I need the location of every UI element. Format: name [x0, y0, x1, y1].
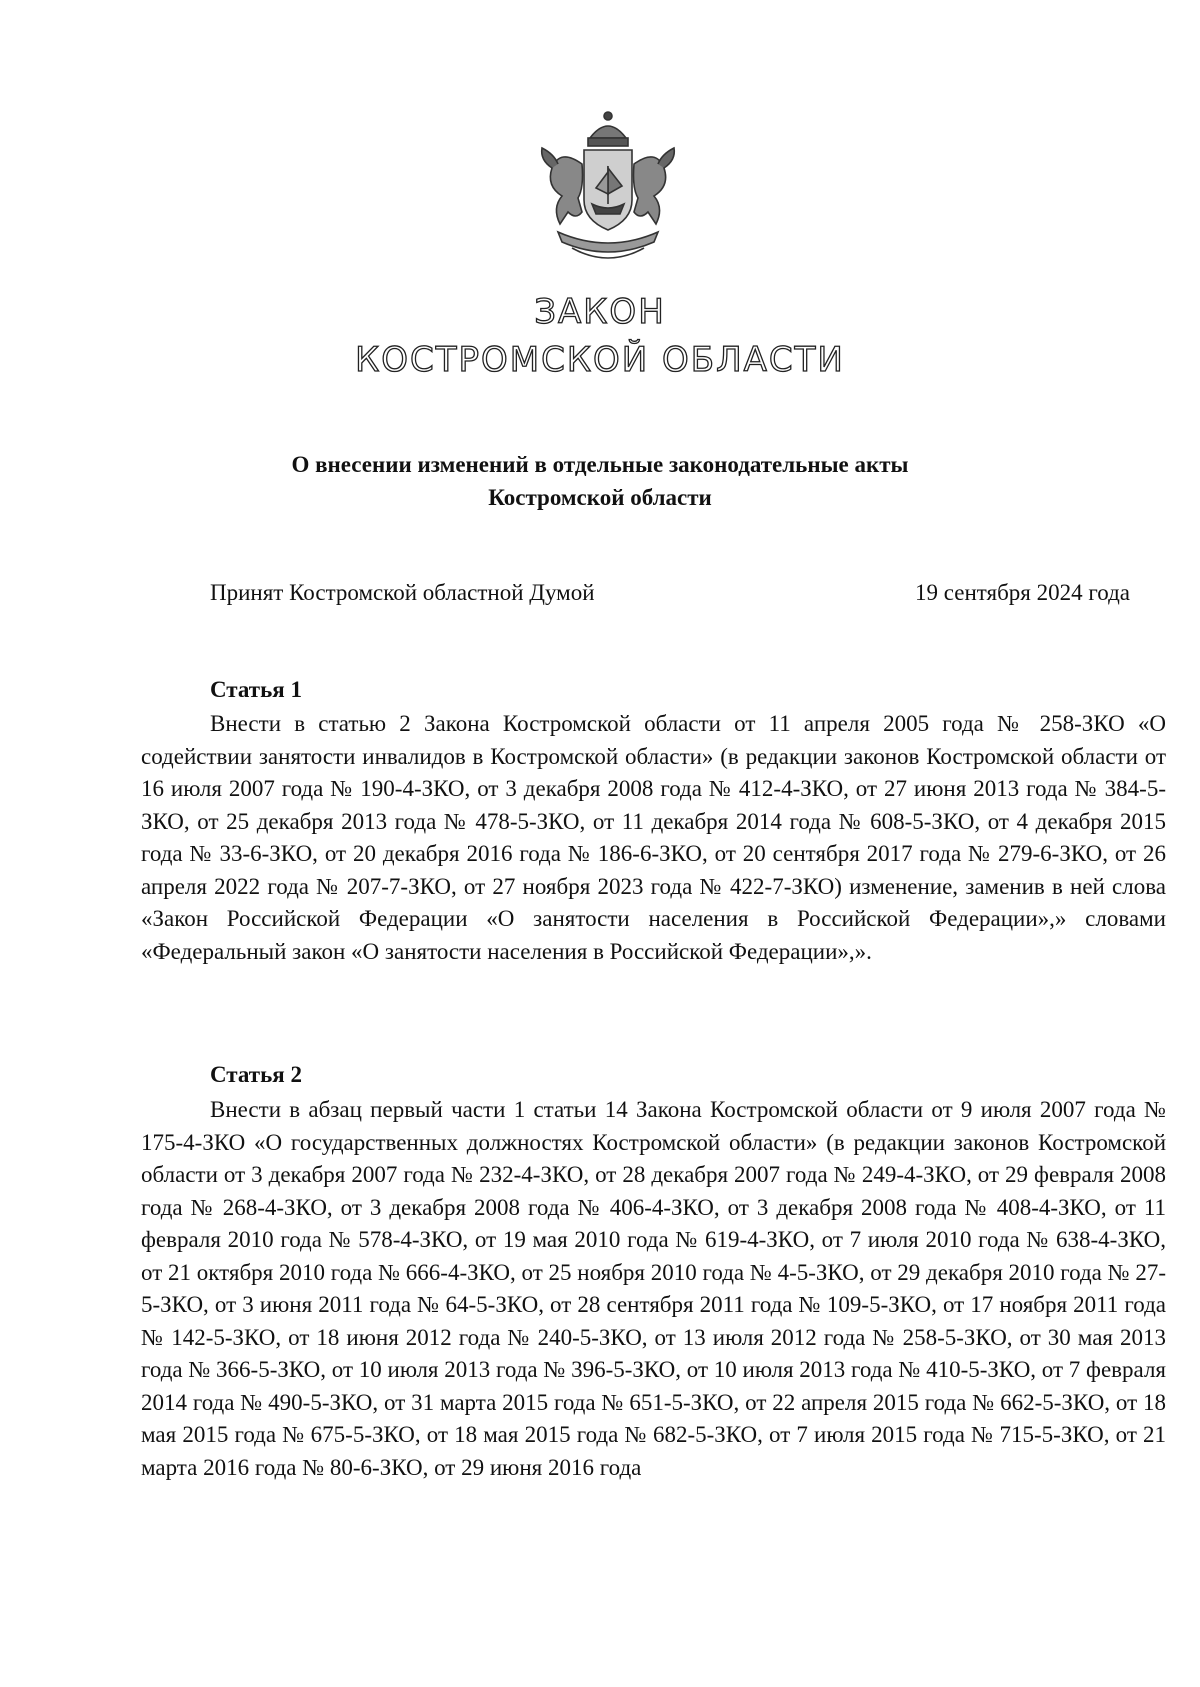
document-subtitle	[0, 448, 1200, 514]
coat-of-arms-icon	[538, 108, 678, 268]
article-2-text: Внести в абзац первый части 1 статьи 14 Закона Костромской области от 9 июля 2007 года № 175-4-ЗКО «О государственных должностях Костромской области» (в редакции законов Костромской области от 3 декабря 2007 года № 232-4-ЗКО, от 28 декабря 2007 года № 249-4-ЗКО, от 29 февраля 2008 года № 268-4-ЗКО, от 3 декабря 2008 года № 406-4-ЗКО, от 3 декабря 2008 года № 408-4-ЗКО, от 11 февраля 2010 года № 578-4-ЗКО, от 19 мая 2010 года № 619-4-ЗКО, от 7 июля 2010 года № 638-4-ЗКО, от 21 октября 2010 года № 666-4-ЗКО, от 25 ноября 2010 года № 4-5-ЗКО, от 29 декабря 2010 года № 27-5-ЗКО, от 3 июня 2011 года № 64-5-ЗКО, от 28 сентября 2011 года № 109-5-ЗКО, от 17 ноября 2011 года № 142-5-ЗКО, от 18 июня 2012 года № 240-5-ЗКО, от 13 июля 2012 года № 258-5-ЗКО, от 30 мая 2013 года № 366-5-ЗКО, от 10 июля 2013 года № 396-5-ЗКО, от 10 июля 2013 года № 410-5-ЗКО, от 7 февраля 2014 года № 490-5-ЗКО, от 31 марта 2015 года № 651-5-ЗКО, от 22 апреля 2015 года № 662-5-ЗКО, от 18 мая 2015 года № 675-5-ЗКО, от 18 мая 2015 года № 682-5-ЗКО, от 7 июля 2015 года № 715-5-ЗКО, от 21 марта 2016 года № 80-6-ЗКО, от 29 июня 2016 года	[141, 1097, 1166, 1480]
adopted-by: Принят Костромской областной Думой	[210, 580, 595, 605]
law-title-line2: КОСТРОМСКОЙ ОБЛАСТИ	[355, 340, 845, 380]
adoption-line	[210, 580, 1130, 606]
law-title-line1: ЗАКОН	[534, 292, 666, 332]
article-1-heading: Статья 1	[210, 677, 302, 702]
subtitle-line1: О внесении изменений в отдельные законодательные акты	[291, 452, 909, 477]
subtitle-line2: Костромской области	[488, 485, 712, 510]
adoption-date: 19 сентября 2024 года	[915, 580, 1130, 605]
article-1-text: Внести в статью 2 Закона Костромской области от 11 апреля 2005 года № 258-ЗКО «О содействии занятости инвалидов в Костромской области» (в редакции законов Костромской области от 16 июля 2007 года № 190-4-ЗКО, от 3 декабря 2008 года № 412-4-ЗКО, от 27 июня 2013 года № 384-5-ЗКО, от 25 декабря 2013 года № 478-5-ЗКО, от 11 декабря 2014 года № 608-5-ЗКО, от 4 декабря 2015 года № 33-6-ЗКО, от 20 декабря 2016 года № 186-6-ЗКО, от 20 сентября 2017 года № 279-6-ЗКО, от 26 апреля 2022 года № 207-7-ЗКО, от 27 ноября 2023 года № 422-7-ЗКО) изменение, заменив в ней слова «Закон Российской Федерации «О занятости населения в Российской Федерации»,» словами «Федеральный закон «О занятости населения в Российской Федерации»,».	[141, 711, 1166, 964]
article-2-heading: Статья 2	[210, 1062, 302, 1087]
